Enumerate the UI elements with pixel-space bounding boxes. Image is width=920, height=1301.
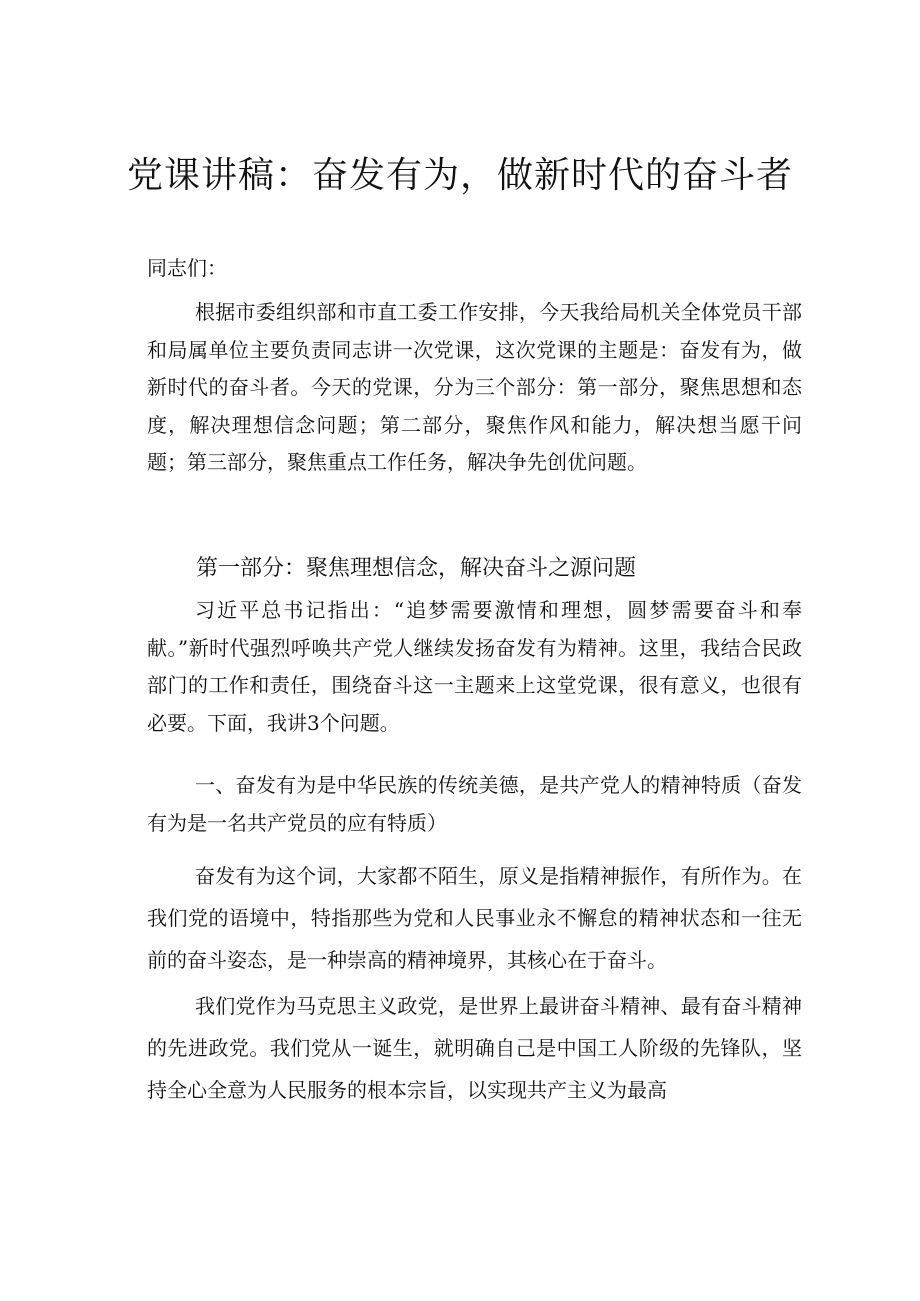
document-title: 党课讲稿：奋发有为，做新时代的奋斗者 — [126, 155, 793, 196]
salutation: 同志们： — [147, 256, 227, 280]
paragraph-quote: 习近平总书记指出：“追梦需要激情和理想，圆梦需要奋斗和奉献。”新时代强烈呼唤共产党人继续发扬奋发有为精神。这里，我结合民政部门的工作和责任，围绕奋斗这一主题来上这堂党课，很有意义，也很有必要。下面，我讲3个问题。 — [147, 598, 802, 735]
subsection-heading: 一、奋发有为是中华民族的传统美德，是共产党人的精神特质（奋发有为是一名共产党员的应有特质） — [147, 773, 802, 835]
paragraph-definition: 奋发有为这个词，大家都不陌生，原义是指精神振作，有所作为。在我们党的语境中，特指那些为党和人民事业永不懈怠的精神状态和一往无前的奋斗姿态，是一种崇高的精神境界，其核心在于奋斗。 — [147, 864, 802, 972]
paragraph-intro: 根据市委组织部和市直工委工作安排，今天我给局机关全体党员干部和局属单位主要负责同志讲一次党课，这次党课的主题是：奋发有为，做新时代的奋斗者。今天的党课，分为三个部分：第一部分，聚焦思想和态度，解决理想信念问题；第二部分，聚焦作风和能力，解决想当愿干问题；第三部分，聚焦重点工作任务，解决争先创优问题。 — [147, 300, 802, 474]
section-heading: 第一部分：聚焦理想信念，解决奋斗之源问题 — [196, 556, 637, 581]
paragraph-party: 我们党作为马克思主义政党，是世界上最讲奋斗精神、最有奋斗精神的先进政党。我们党从一诞生，就明确自己是中国工人阶级的先锋队，坚持全心全意为人民服务的根本宗旨，以实现共产主义为最高 — [147, 994, 802, 1102]
